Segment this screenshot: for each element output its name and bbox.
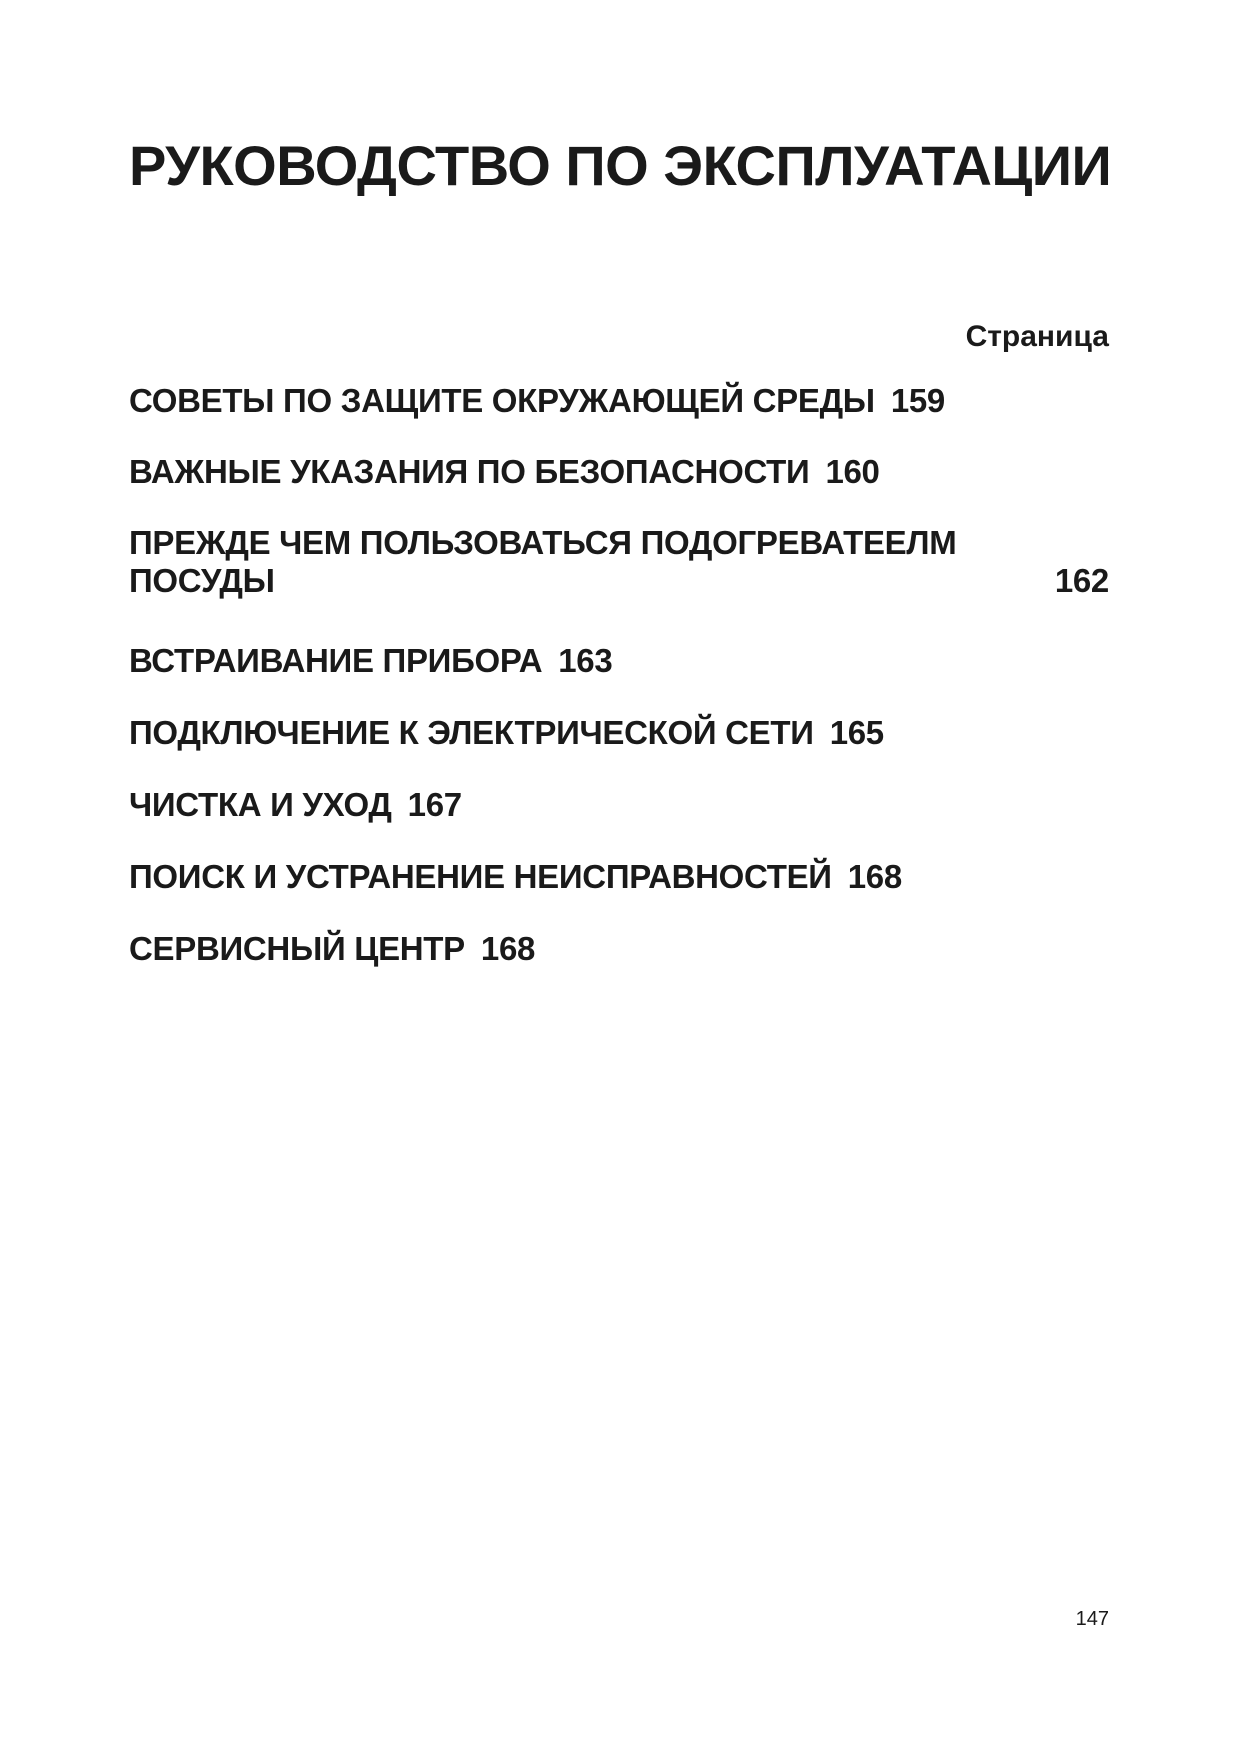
toc-item-page: 167	[407, 786, 462, 823]
toc-item-page: 165	[829, 714, 884, 751]
toc-item-installation	[129, 642, 612, 680]
footer-page-number: 147	[1075, 1608, 1109, 1630]
toc-item-service	[129, 930, 535, 968]
toc-item-page: 160	[825, 453, 880, 490]
toc-item-title: ПОИСК И УСТРАНЕНИЕ НЕИСПРАВНОСТЕЙ	[129, 858, 832, 895]
toc-item-cleaning	[129, 786, 462, 824]
toc-item-title-line2: ПОСУДЫ	[129, 562, 275, 599]
toc-item-page: 163	[558, 642, 613, 679]
page-title: РУКОВОДСТВО ПО ЭКСПЛУАТАЦИИ	[129, 134, 1112, 197]
page-column-header: Страница	[965, 320, 1109, 353]
toc-item-page: 159	[890, 382, 945, 419]
toc-item-electrical	[129, 714, 884, 752]
toc-item-troubleshooting	[129, 858, 902, 896]
toc-item-title: ВСТРАИВАНИЕ ПРИБОРА	[129, 642, 543, 679]
toc-item-title: СОВЕТЫ ПО ЗАЩИТЕ ОКРУЖАЮЩЕЙ СРЕДЫ	[129, 382, 875, 419]
toc-item-title: ПОДКЛЮЧЕНИЕ К ЭЛЕКТРИЧЕСКОЙ СЕТИ	[129, 714, 814, 751]
toc-item-page: 168	[480, 930, 536, 967]
toc-item-before-use	[129, 524, 1109, 600]
toc-item-title: ЧИСТКА И УХОД	[129, 786, 392, 823]
toc-item-safety	[129, 453, 880, 491]
toc-item-page: 162	[1054, 562, 1109, 599]
toc-item-page: 168	[847, 858, 902, 895]
toc-item-environment	[129, 382, 945, 420]
toc-item-title: СЕРВИСНЫЙ ЦЕНТР	[129, 930, 465, 967]
toc-item-title-line1: ПРЕЖДЕ ЧЕМ ПОЛЬЗОВАТЬСЯ ПОДОГРЕВАТЕЕЛМ	[129, 524, 957, 561]
toc-item-title-line2-row	[129, 562, 1109, 600]
toc-item-title: ВАЖНЫЕ УКАЗАНИЯ ПО БЕЗОПАСНОСТИ	[129, 453, 810, 490]
